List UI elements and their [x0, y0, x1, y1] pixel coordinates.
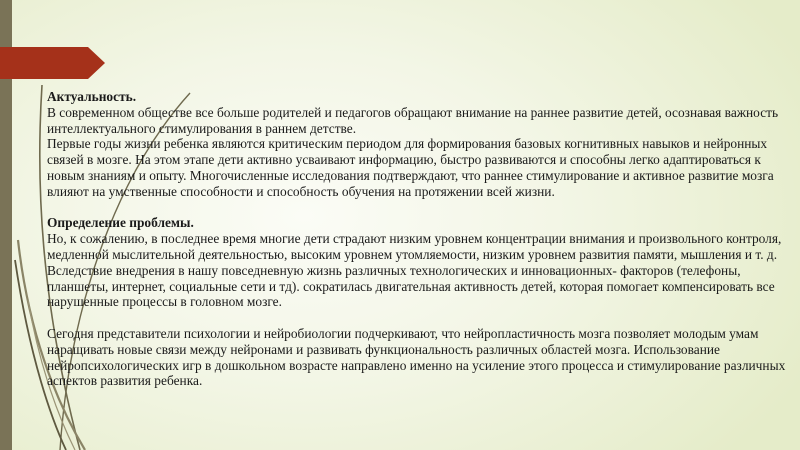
paragraph-line: медленной мыслительной деятельностью, высоким уровнем утомляемости, низким уровнем развития памяти, мышления и т. д.	[47, 246, 778, 262]
paragraph-line: новым знаниям и опыту. Многочисленные исследования подтверждают, что раннее стимулирование и активное развитие мозга	[47, 167, 774, 183]
paragraph-line: наращивать новые связи между нейронами и развивать функциональность различных областей мозга. Использование	[47, 341, 720, 357]
section-heading-relevance: Актуальность.	[47, 89, 137, 104]
paragraph-line: Сегодня представители психологии и нейробиологии подчеркивают, что нейропластичность мозга позволяет молодым умам	[47, 325, 759, 341]
paragraph-line: нарушенные процессы в головном мозге.	[47, 294, 282, 310]
paragraph-line: интеллектуального стимулирования в раннем детстве.	[47, 120, 357, 136]
paragraph-line: В современном обществе все больше родителей и педагогов обращают внимание на раннее развитие детей, осознавая важность	[47, 104, 779, 120]
spacer	[47, 310, 787, 326]
paragraph-line: влияют на умственные способности и способность обучения на протяжении всей жизни.	[47, 183, 555, 199]
section-heading-problem: Определение проблемы.	[47, 215, 194, 231]
red-arrow-banner	[0, 47, 105, 79]
spacer	[47, 200, 787, 216]
paragraph-line: связей в мозге. На этом этапе дети активно усваивают информацию, быстро развиваются и способны легко адаптироваться к	[47, 152, 761, 168]
paragraph-line: аспектов развития ребенка.	[47, 373, 203, 389]
paragraph-line: Но, к сожалению, в последнее время многие дети страдают низким уровнем концентрации внимания и произвольного контроля,	[47, 231, 782, 247]
slide-body-text	[47, 89, 787, 389]
paragraph-line: Вследствие внедрения в нашу повседневную жизнь различных технологических и инновационных- факторов (телефоны,	[47, 262, 741, 278]
paragraph-line: планшеты, интернет, социальные сети и тд). сократилась двигательная активность детей, которая помогает компенсировать все	[47, 278, 775, 294]
paragraph-line: Первые годы жизни ребенка являются критическим периодом для формирования базовых когнитивных навыков и нейронных	[47, 136, 768, 152]
paragraph-line: нейропсихологических игр в дошкольном возрасте направлено именно на усиление этого процесса и стимулирование различных	[47, 357, 786, 373]
